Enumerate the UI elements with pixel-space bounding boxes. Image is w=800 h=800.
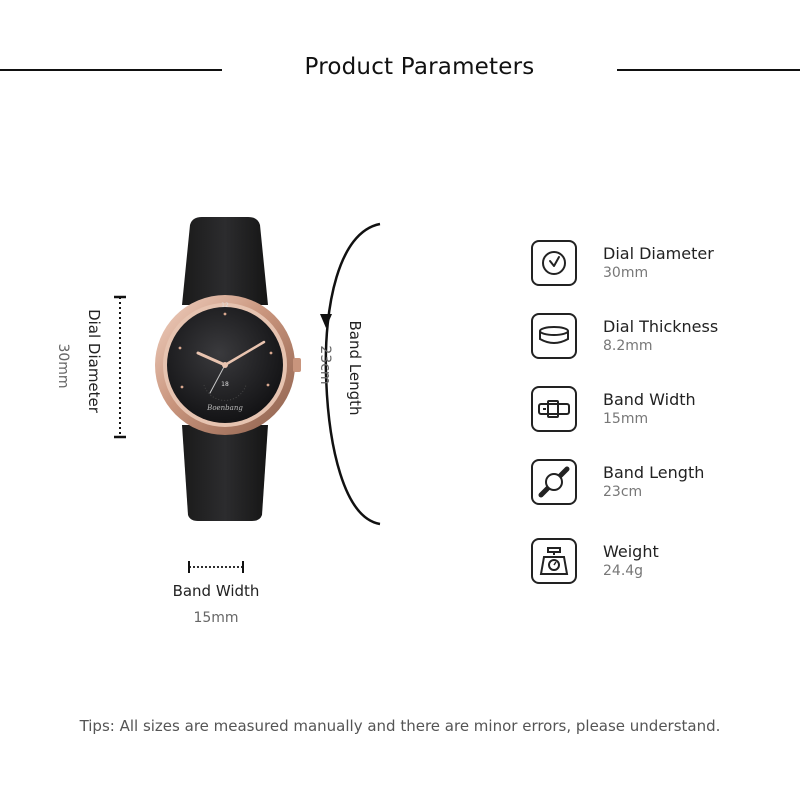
- dial-diameter-dimension-label: Dial Diameter: [85, 309, 103, 413]
- brand-script: Boenbang: [207, 404, 243, 412]
- param-band-width: [531, 386, 791, 436]
- param-value: 24.4g: [603, 563, 644, 579]
- band-length-dimension-value: 23cm: [317, 345, 333, 385]
- clock-icon: [531, 240, 577, 286]
- param-label: Weight: [603, 542, 659, 561]
- param-value: 15mm: [603, 411, 649, 427]
- param-label: Band Length: [603, 463, 705, 482]
- band-length-icon: [531, 459, 577, 505]
- scale-icon: [531, 538, 577, 584]
- dial-diameter-dimension-value: 30mm: [55, 343, 71, 389]
- param-dial-diameter: [531, 240, 791, 290]
- dial-thickness-icon: [531, 313, 577, 359]
- tips-note: Tips: All sizes are measured manually and there are minor errors, please understand.: [79, 717, 721, 735]
- param-label: Band Width: [603, 390, 696, 409]
- band-width-dimension-value: 15mm: [193, 610, 239, 626]
- param-value: 30mm: [603, 265, 649, 281]
- band-width-dimension-label: Band Width: [172, 582, 260, 600]
- param-value: 23cm: [603, 484, 643, 500]
- dial-diameter-dimension-line: [110, 295, 130, 440]
- band-length-dimension-label: Band Length: [346, 320, 364, 416]
- header-rule-left: [0, 69, 222, 71]
- band-buckle-icon: [531, 386, 577, 432]
- param-dial-thickness: [531, 313, 791, 363]
- band-width-dimension-line: [187, 558, 245, 576]
- param-band-length: [531, 459, 791, 509]
- dial-numeral-bottom: 18: [221, 381, 229, 388]
- watch-image: [140, 215, 310, 525]
- header-rule-right: [617, 69, 800, 71]
- param-label: Dial Diameter: [603, 244, 714, 263]
- dial-numeral-top: 12: [221, 302, 229, 309]
- param-value: 8.2mm: [603, 338, 653, 354]
- param-weight: [531, 538, 791, 588]
- param-label: Dial Thickness: [603, 317, 719, 336]
- page-title: Product Parameters: [304, 54, 535, 80]
